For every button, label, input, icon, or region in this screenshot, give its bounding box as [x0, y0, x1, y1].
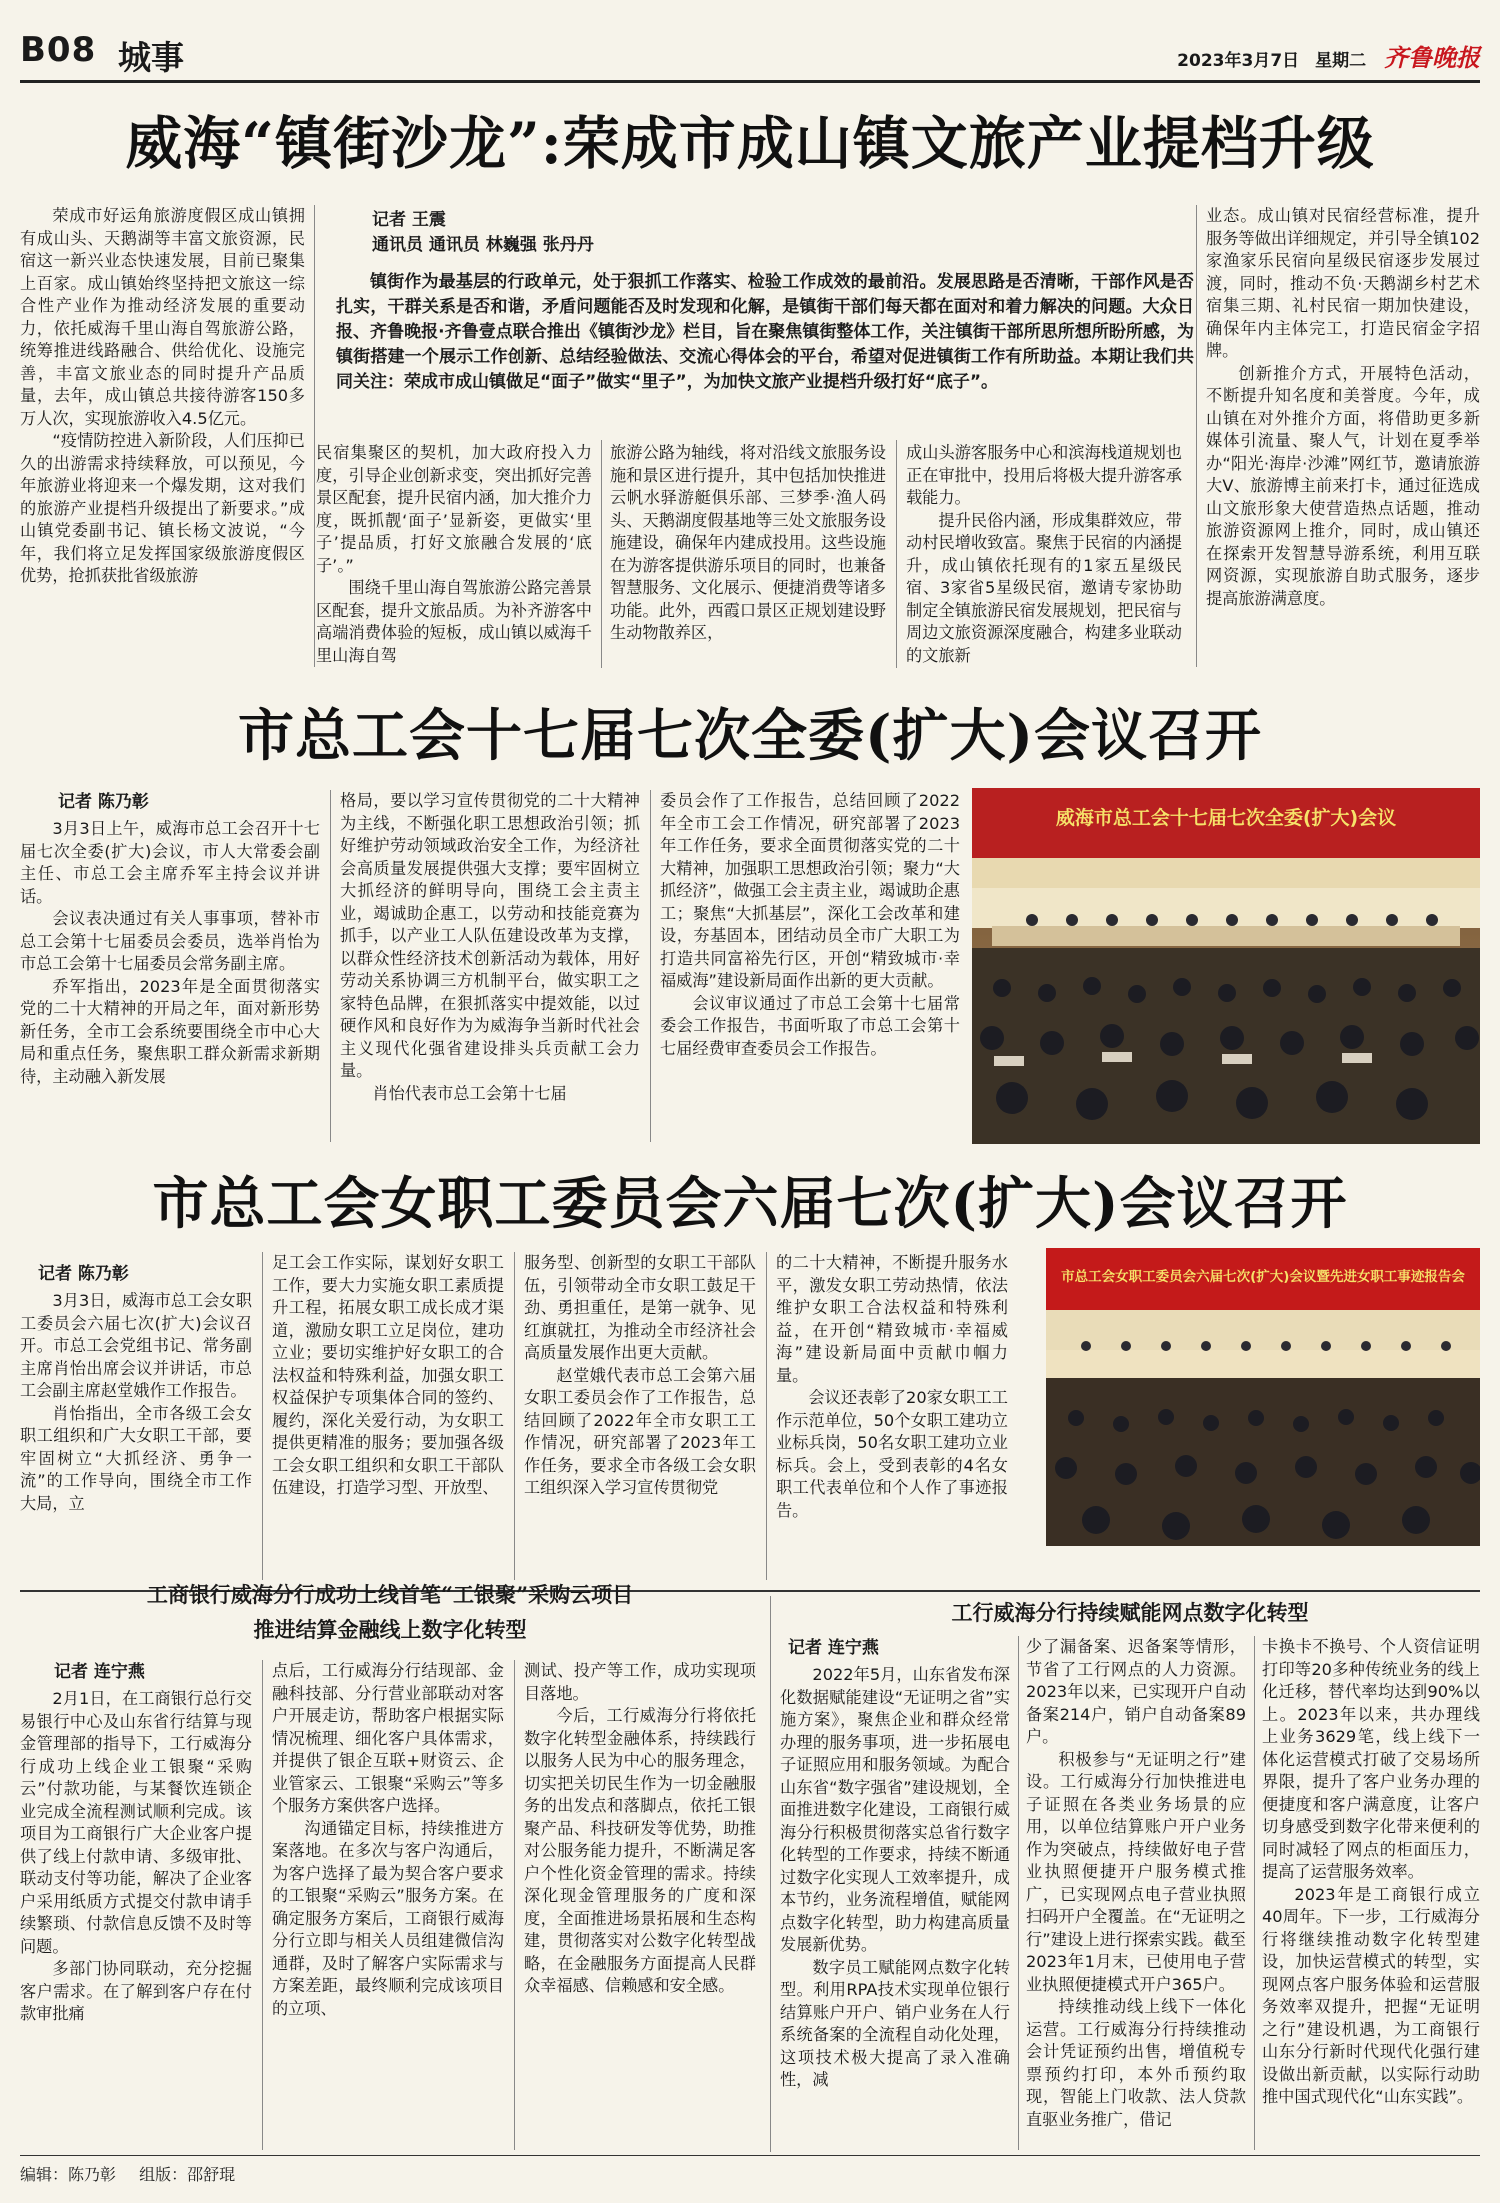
column-divider: [766, 1252, 767, 1580]
article3-column-1: [20, 1262, 252, 1582]
column-divider: [330, 790, 331, 1142]
article1-paragraph: 旅游公路为轴线，将对沿线文旅服务设施和景区进行提升，其中包括加快推进云帆水驿游艇俱乐部、三梦季·渔人码头、天鹅湖度假基地等三处文旅服务设施建设，确保年内建成投用。这些设施在为游客提供游乐项目的同时，也兼备智慧服务、文化展示、便捷消费等诸多功能。此外，西霞口景区正规划建设野生动物散养区，: [610, 443, 886, 642]
article3-photo: [1046, 1248, 1480, 1546]
column-divider: [262, 1252, 263, 1580]
photo-banner-text: 市总工会女职工委员会六届七次(扩大)会议暨先进女职工事迹报告会: [1061, 1269, 1465, 1285]
column-divider: [770, 1596, 771, 2152]
newspaper-logo: 齐鲁晚报: [1384, 43, 1480, 72]
article4-column-2: [272, 1660, 504, 2152]
article1-paragraph: 业态。成山镇对民宿经营标准，提升服务等做出详细规定，并引导全镇102家渔家乐民宿向星级民宿逐步发展过渡，同时，推动不负·天鹅湖乡村艺术宿集三期、礼村民宿一期加快建设，确保年内主体完工，打造民宿金字招牌。: [1206, 206, 1480, 360]
column-divider: [314, 205, 315, 667]
page-number: B08: [20, 30, 97, 70]
conference-hall-image: [1046, 1248, 1480, 1546]
article4-paragraph: 测试、投产等工作，成功实现项目落地。: [524, 1661, 756, 1703]
column-divider: [896, 440, 897, 668]
issue-weekday: 星期二: [1315, 51, 1367, 71]
article2-paragraph: 会议表决通过有关人事事项，替补市总工会第十七届委员会委员，选举肖怡为市总工会第十七届委员会常务副主席。: [20, 909, 320, 973]
article2-photo: [972, 788, 1480, 1144]
footer-rule: [20, 2155, 1480, 2156]
article3-paragraph: 3月3日，威海市总工会女职工委员会六届七次(扩大)会议召开。市总工会党组书记、常务副主席肖怡出席会议并讲话，市总工会副主席赵堂娥作工作报告。: [20, 1291, 252, 1400]
article1-column-1: [20, 205, 305, 670]
article2-column-3: [660, 790, 960, 1148]
masthead-rule: [20, 80, 1480, 83]
article3-column-4: [776, 1252, 1008, 1582]
article4-paragraph: 2月1日，在工商银行总行交易银行中心及山东省行结算与现金管理部的指导下，工行威海分行成功上线企业工银聚“采购云”付款功能，与某餐饮连锁企业完成全流程测试顺利完成。该项目为工商银行广大企业客户提供了线上付款申请、多级审批、联动支付等功能，解决了企业客户采用纸质方式提交付款申请手续繁琐、付款信息反馈不及时等问题。: [20, 1689, 252, 1956]
article5-headline: 工行威海分行持续赋能网点数字化转型: [951, 1600, 1309, 1625]
article1-column-5: [1206, 205, 1480, 670]
article4-paragraph: 点后，工行威海分行结现部、金融科技部、分行营业部联动对客户开展走访，帮助客户根据实际情况梳理、细化客户具体需求，并提供了银企互联+财资云、企业管家云、工银聚“采购云”等多个服务方案供客户选择。: [272, 1661, 504, 1815]
article2-column-1: [20, 790, 320, 1148]
article2-column-2: [340, 790, 640, 1148]
article5-column-3: [1262, 1636, 1480, 2152]
article5-paragraph: 卡换卡不换号、个人资信证明打印等20多种传统业务的线上化迁移，替代率均达到90%以上。2023年以来，共办理线上业务3629笔，线上线下一体化运营模式打破了交易场所界限，提升了客户业务办理的便捷度和客户满意度，让客户切身感受到数字化带来便利的同时减轻了网点的柜面压力，提高了运营服务效率。: [1262, 1637, 1480, 1881]
photo-banner-text: 威海市总工会十七届七次全委(扩大)会议: [1055, 807, 1397, 829]
footer: [20, 2162, 253, 2185]
column-divider: [262, 1660, 263, 2150]
article4-paragraph: 多部门协同联动，充分挖掘客户需求。在了解到客户存在付款审批痛: [20, 1959, 252, 2023]
column-divider: [1196, 205, 1197, 667]
article1-paragraph: “疫情防控进入新阶段，人们压抑已久的出游需求持续释放，可以预见，今年旅游业将迎来一个爆发期，这对我们的旅游产业提档升级提出了新要求。”成山镇党委副书记、镇长杨文波说，“今年，我们将立足发挥国家级旅游度假区优势，抢抓获批省级旅游: [20, 431, 305, 585]
article1-column-3: [610, 442, 886, 670]
article5-paragraph: 2022年5月，山东省发布深化数据赋能建设“无证明之省”实施方案》，聚焦企业和群众经常办理的服务事项，进一步拓展电子证照应用和服务领域。为配合山东省“数字强省”建设规划，全面推进数字化建设，工商银行威海分行积极贯彻落实总省行数字化转型的工作要求，持续不断通过数字化实现人工效率提升，成本节约，业务流程增值，赋能网点数字化转型，助力构建高质量发展新优势。: [780, 1665, 1010, 1954]
article3-paragraph: 赵堂娥代表市总工会第六届女职工委员会作了工作报告，总结回顾了2022年全市女职工工作情况，研究部署了2023年工作任务，要求全市各级工会女职工组织深入学习宣传贯彻党: [524, 1365, 756, 1497]
footer-layout: 组版：邵舒琨: [139, 2165, 236, 2184]
article1-paragraph: 荣成市好运角旅游度假区成山镇拥有成山头、天鹅湖等丰富文旅资源，民宿这一新兴业态快速发展，目前已聚集上百家。成山镇始终坚持把文旅这一综合性产业作为推动经济发展的重要动力，依托威海千里山海自驾旅游公路，统筹推进线路融合、供给优化、设施完善，丰富文旅业态的同时提升产品质量，去年，成山镇总共接待游客150多万人次，实现旅游收入4.5亿元。: [20, 206, 305, 428]
article5-paragraph: 积极参与“无证明之行”建设。工行威海分行加快推进电子证照在各类业务场景的应用，以单位结算账户开户业务作为突破点，持续做好电子营业执照便捷开户服务模式推广，已实现网点电子营业执照扫码开户全覆盖。在“无证明之行”建设上进行探索实践。截至2023年1月末，已使用电子营业执照便捷模式开户365户。: [1026, 1749, 1246, 1994]
article1-headline: 威海“镇街沙龙”:荣成市成山镇文旅产业提档升级: [125, 110, 1375, 177]
article2-paragraph: 乔军指出，2023年是全面贯彻落实党的二十大精神的开局之年，面对新形势新任务，全市工会系统要围绕全市中心大局和重点任务，聚焦职工群众新需求新期待，主动融入新发展: [20, 976, 320, 1086]
article1-paragraph: 民宿集聚区的契机，加大政府投入力度，引导企业创新求变，突出抓好完善景区配套，提升民宿内涵，加大推介力度，既抓靓‘面子’显新姿，更做实‘里子’提品质，打好文旅融合发展的‘底子’。”: [316, 443, 592, 575]
issue-date: 2023年3月7日: [1177, 51, 1300, 71]
column-divider: [514, 1660, 515, 2150]
article3-paragraph: 肖怡指出，全市各级工会女职工组织和广大女职工干部，要牢固树立“大抓经济、勇争一流”的工作导向，围绕全市工作大局，立: [20, 1403, 252, 1513]
article2-headline: 市总工会十七届七次全委(扩大)会议召开: [238, 703, 1262, 769]
article1-column-2: [316, 442, 592, 670]
article3-byline: 记者 陈乃彰: [38, 1264, 129, 1284]
section-name: 城事: [118, 38, 184, 77]
article2-paragraph: 肖怡代表市总工会第十七届: [372, 1083, 567, 1103]
article1-paragraph: 围绕千里山海自驾旅游公路完善景区配套，提升文旅品质。为补齐游客中高端消费体验的短板，成山镇以威海千里山海自驾: [316, 578, 592, 665]
article2-byline: 记者 陈乃彰: [58, 792, 149, 812]
article3-paragraph: 会议还表彰了20家女职工工作示范单位，50个女职工建功立业标兵岗，50名女职工建功立业标兵。会上，受到表彰的4名女职工代表单位和个人作了事迹报告。: [776, 1388, 1008, 1520]
article2-paragraph: 格局，要以学习宣传贯彻党的二十大精神为主线，不断强化职工思想政治引领；抓好维护劳动领域政治安全工作，为经济社会高质量发展提供强大支撑；要牢固树立大抓经济的鲜明导向，围绕工会主责主业，竭诚助企惠工，以劳动和技能竞赛为抓手，以产业工人队伍建设改革为支撑，以群众性经济技术创新活动为载体，用好劳动关系协调三方机制平台，做实职工之家特色品牌，在狠抓落实中提效能，以过硬作风和良好作为为威海争当新时代社会主义现代化强省建设排头兵贡献工会力量。: [340, 791, 640, 1080]
article3-paragraph: 足工会工作实际，谋划好女职工工作，要大力实施女职工素质提升工程，拓展女职工成长成才渠道，激励女职工立足岗位，建功立业；要切实维护好女职工的合法权益和特殊利益，加强女职工权益保护专项集体合同的签约、履约，深化关爱行动，为女职工提供更精准的服务；要加强各级工会女职工组织和女职工干部队伍建设，打造学习型、开放型、: [272, 1253, 504, 1497]
article1-paragraph: 成山头游客服务中心和滨海栈道规划也正在审批中，投用后将极大提升游客承载能力。: [906, 443, 1182, 507]
article1-byline-correspondents: 通讯员 通讯员 林巍强 张丹丹: [372, 235, 594, 255]
article2-paragraph: 3月3日上午，威海市总工会召开十七届七次全委(扩大)会议，市人大常委会副主任、市总工会主席乔军主持会议并讲话。: [20, 819, 320, 906]
article3-paragraph: 的二十大精神，不断提升服务水平，激发女职工劳动热情，依法维护女职工合法权益和特殊利益，在开创“精致城市·幸福威海”建设新局面中贡献巾帼力量。: [776, 1253, 1008, 1385]
article1-column-4: [906, 442, 1182, 670]
article4-column-1: [20, 1660, 252, 2152]
column-divider: [1018, 1636, 1019, 2150]
conference-hall-image: [972, 788, 1480, 1144]
article5-column-1: [780, 1636, 1010, 2152]
masthead-date-block: [1167, 38, 1480, 73]
article5-byline: 记者 连宁燕: [788, 1638, 879, 1658]
article3-paragraph: 服务型、创新型的女职工干部队伍，引领带动全市女职工鼓足干劲、勇担重任，是第一就争、见红旗就扛，为推动全市经济社会高质量发展作出更大贡献。: [524, 1253, 756, 1362]
article5-column-2: [1026, 1636, 1246, 2152]
article1-paragraph: 提升民俗内涵，形成集群效应，带动村民增收致富。聚焦于民宿的内涵提升，成山镇依托现有的1家五星级民宿、3家省5星级民宿，邀请专家协助制定全镇旅游民宿发展规划，把民宿与周边文旅资源深度融合，构建多业联动的文旅新: [906, 510, 1182, 665]
article4-paragraph: 今后，工行威海分行将依托数字化转型金融体系，持续践行以服务人民为中心的服务理念，切实把关切民生作为一切金融服务的出发点和落脚点，依托工银聚产品、科技研发等优势，助推对公服务能力提升，不断满足客户个性化资金管理的需求。持续深化现金管理服务的广度和深度，全面推进场景拓展和生态构建，贯彻落实对公数字化转型战略，在金融服务方面提高人民群众幸福感、信赖感和安全感。: [524, 1706, 756, 1995]
article3-column-2: [272, 1252, 504, 1582]
article5-paragraph: 数字员工赋能网点数字化转型。利用RPA技术实现单位银行结算账户开户、销户业务在人行系统备案的全流程自动化处理，这项技术极大提高了录入准确性，减: [780, 1957, 1010, 2089]
article4-paragraph: 沟通锚定目标，持续推进方案落地。在多次与客户沟通后，为客户选择了最为契合客户要求的工银聚“采购云”服务方案。在确定服务方案后，工商银行威海分行立即与相关人员组建微信沟通群，及时了解客户实际需求与方案差距，最终顺利完成该项目的立项、: [272, 1818, 504, 2018]
column-divider: [514, 1252, 515, 1580]
article4-column-3: [524, 1660, 756, 2152]
article3-headline: 市总工会女职工委员会六届七次(扩大)会议召开: [152, 1171, 1348, 1237]
article2-paragraph: 委员会作了工作报告，总结回顾了2022年全市工会工作情况，研究部署了2023年工作任务，要求全面贯彻落实党的二十大精神，加强职工思想政治引领；聚力“大抓经济”，做强工会主责主业，竭诚助企惠工；聚焦“大抓基层”，深化工会改革和建设，夯基固本，团结动员全市广大职工为打造共同富裕先行区，开创“精致城市·幸福威海”建设新局面作出新的更大贡献。: [660, 791, 960, 990]
column-divider: [601, 440, 602, 668]
column-divider: [650, 790, 651, 1142]
article4-byline: 记者 连宁燕: [54, 1662, 145, 1682]
article2-paragraph: 会议审议通过了市总工会第十七届常委会工作报告，书面听取了市总工会第十七届经费审查委员会工作报告。: [660, 993, 960, 1058]
article1-byline-reporter: 记者 王震: [372, 210, 446, 230]
article5-paragraph: 少了漏备案、迟备案等情形，节省了工行网点的人力资源。2023年以来，已实现开户自动备案214户，销户自动备案89户。: [1026, 1637, 1246, 1746]
article1-lead: 镇街作为最基层的行政单元，处于狠抓工作落实、检验工作成效的最前沿。发展思路是否清晰，干部作风是否扎实，干群关系是否和谐，矛盾问题能否及时发现和化解，是镇街干部们每天都在面对和着力解决的问题。大众日报、齐鲁晚报·齐鲁壹点联合推出《镇街沙龙》栏目，旨在聚焦镇街整体工作，关注镇街干部所思所想所盼所感，为镇街搭建一个展示工作创新、总结经验做法、交流心得体会的平台，希望对促进镇街工作有所助益。本期让我们共同关注：荣成市成山镇做足“面子”做实“里子”，为加快文旅产业提档升级打好“底子”。: [336, 272, 1194, 392]
article4-headline-line1: 工商银行威海分行成功上线首笔“工银聚”采购云项目: [146, 1582, 634, 1607]
article4-headline-line2: 推进结算金融线上数字化转型: [253, 1617, 527, 1642]
column-divider: [1254, 1636, 1255, 2150]
article3-column-3: [524, 1252, 756, 1582]
footer-editor: 编辑：陈乃彰: [20, 2165, 117, 2184]
article5-paragraph: 2023年是工商银行成立40周年。下一步，工行威海分行将继续推动数字化转型建设，加快运营模式的转型，实现网点客户服务体验和运营服务效率双提升，把握“无证明之行”建设机遇，为工商银行山东分行新时代现代化强行建设做出新贡献，以实际行动助推中国式现代化“山东实践”。: [1262, 1884, 1480, 2106]
article5-paragraph: 持续推动线上线下一体化运营。工行威海分行持续推动会计凭证预约出售，增值税专票预约打印，本外币预约取现，智能上门收款、法人贷款直驱业务推广，借记: [1026, 1997, 1246, 2129]
article1-paragraph: 创新推介方式，开展特色活动，不断提升知名度和美誉度。今年，成山镇在对外推介方面，将借助更多新媒体引流量、聚人气，计划在夏季举办“阳光·海岸·沙滩”网红节，邀请旅游大V、旅游博主前来打卡，通过征选成山文旅形象大使营造热点话题，推动旅游资源网上推介，同时，成山镇还在探索开发智慧导游系统，利用互联网资源，实现旅游自助式服务，逐步提高旅游满意度。: [1206, 363, 1480, 608]
